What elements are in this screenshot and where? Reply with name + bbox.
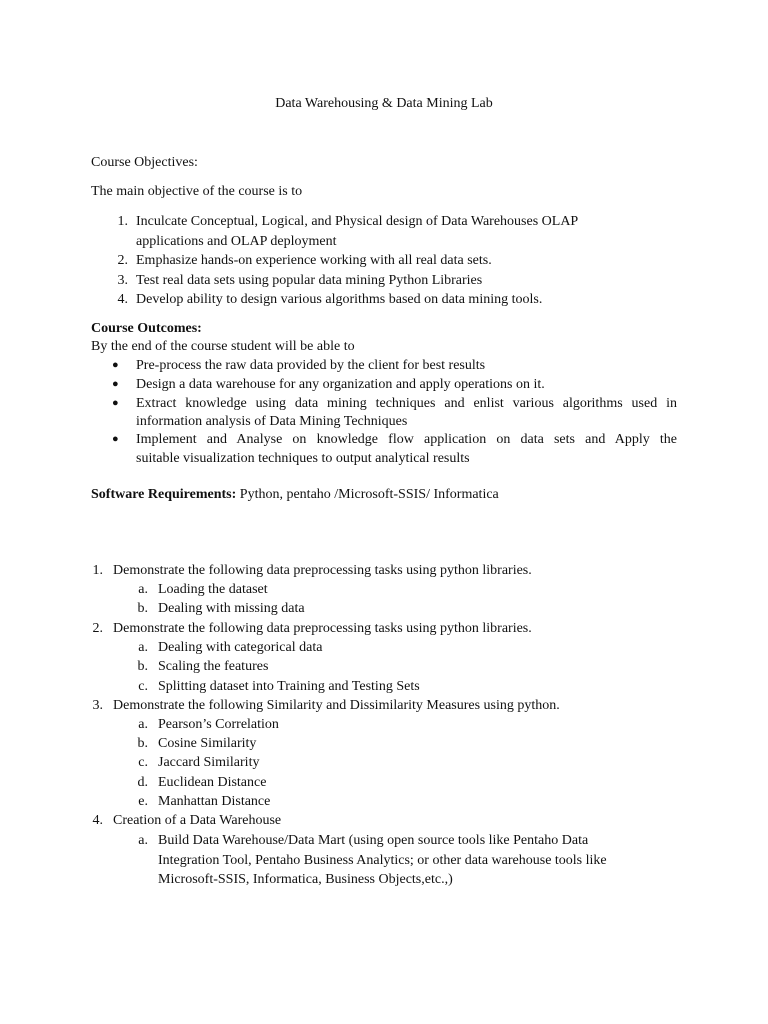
outcome-text: Implement and Analyse on knowledge flow application on data sets and Apply the [136,432,677,447]
experiment-number: 3. [92,698,103,713]
sub-item: Dealing with categorical data [158,640,323,655]
software-requirements [91,485,499,504]
sub-letter: a. [138,582,148,597]
sub-item: Euclidean Distance [158,775,267,790]
experiment-number: 2. [92,621,103,636]
sub-item-cont: Integration Tool, Pentaho Business Analytics; or other data warehouse tools like [158,853,607,868]
outcome-text: Pre-process the raw data provided by the client for best results [136,358,486,373]
experiment-text: Creation of a Data Warehouse [113,813,282,828]
objective-text: Emphasize hands-on experience working with all real data sets. [136,253,492,268]
sub-item: Loading the dataset [158,582,268,597]
objectives-heading: Course Objectives: [91,155,198,170]
sub-letter: a. [138,717,148,732]
sub-item: Pearson’s Correlation [158,717,279,732]
sub-item: Cosine Similarity [158,736,257,751]
bullet-icon: ● [112,397,119,409]
outcomes-heading: Course Outcomes: [91,321,202,336]
outcome-text-cont: suitable visualization techniques to output analytical results [136,451,470,466]
experiment-text: Demonstrate the following data preprocessing tasks using python libraries. [113,621,532,636]
experiment-text: Demonstrate the following data preprocessing tasks using python libraries. [113,563,532,578]
sub-letter: d. [137,775,148,790]
objective-number: 1. [117,214,128,229]
objectives-intro: The main objective of the course is to [91,184,303,199]
software-value: Python, pentaho /Microsoft-SSIS/ Informatica [239,487,499,502]
objective-text: Test real data sets using popular data mining Python Libraries [136,273,483,288]
experiment-text: Demonstrate the following Similarity and Dissimilarity Measures using python. [113,698,560,713]
sub-item: Scaling the features [158,659,269,674]
experiment-number: 4. [92,813,103,828]
sub-item: Manhattan Distance [158,794,271,809]
sub-item: Jaccard Similarity [158,755,260,770]
objective-number: 3. [117,273,128,288]
experiment-number: 1. [92,563,103,578]
objective-number: 4. [117,292,128,307]
sub-item: Build Data Warehouse/Data Mart (using open source tools like Pentaho Data [158,833,589,848]
outcome-text-cont: information analysis of Data Mining Techniques [136,414,408,429]
sub-letter: b. [137,736,148,751]
sub-letter: c. [138,755,148,770]
bullet-icon: ● [112,378,119,390]
objective-number: 2. [117,253,128,268]
bullet-icon: ● [112,359,119,371]
sub-letter: b. [137,659,148,674]
page-title: Data Warehousing & Data Mining Lab [275,96,493,111]
sub-item: Splitting dataset into Training and Testing Sets [158,679,420,694]
outcomes-intro: By the end of the course student will be able to [91,339,355,354]
software-label: Software Requirements: [91,487,237,502]
sub-item-cont: Microsoft-SSIS, Informatica, Business Objects,etc.,) [158,872,453,887]
sub-item: Dealing with missing data [158,601,305,616]
sub-letter: c. [138,679,148,694]
outcome-text: Design a data warehouse for any organization and apply operations on it. [136,377,545,392]
bullet-icon: ● [112,433,119,445]
objective-text: Inculcate Conceptual, Logical, and Physical design of Data Warehouses OLAP [136,214,579,229]
objective-text: Develop ability to design various algorithms based on data mining tools. [136,292,543,307]
outcome-text: Extract knowledge using data mining techniques and enlist various algorithms used in [136,396,677,411]
sub-letter: a. [138,833,148,848]
sub-letter: b. [137,601,148,616]
sub-letter: e. [138,794,148,809]
sub-letter: a. [138,640,148,655]
objective-text-cont: applications and OLAP deployment [136,234,337,249]
